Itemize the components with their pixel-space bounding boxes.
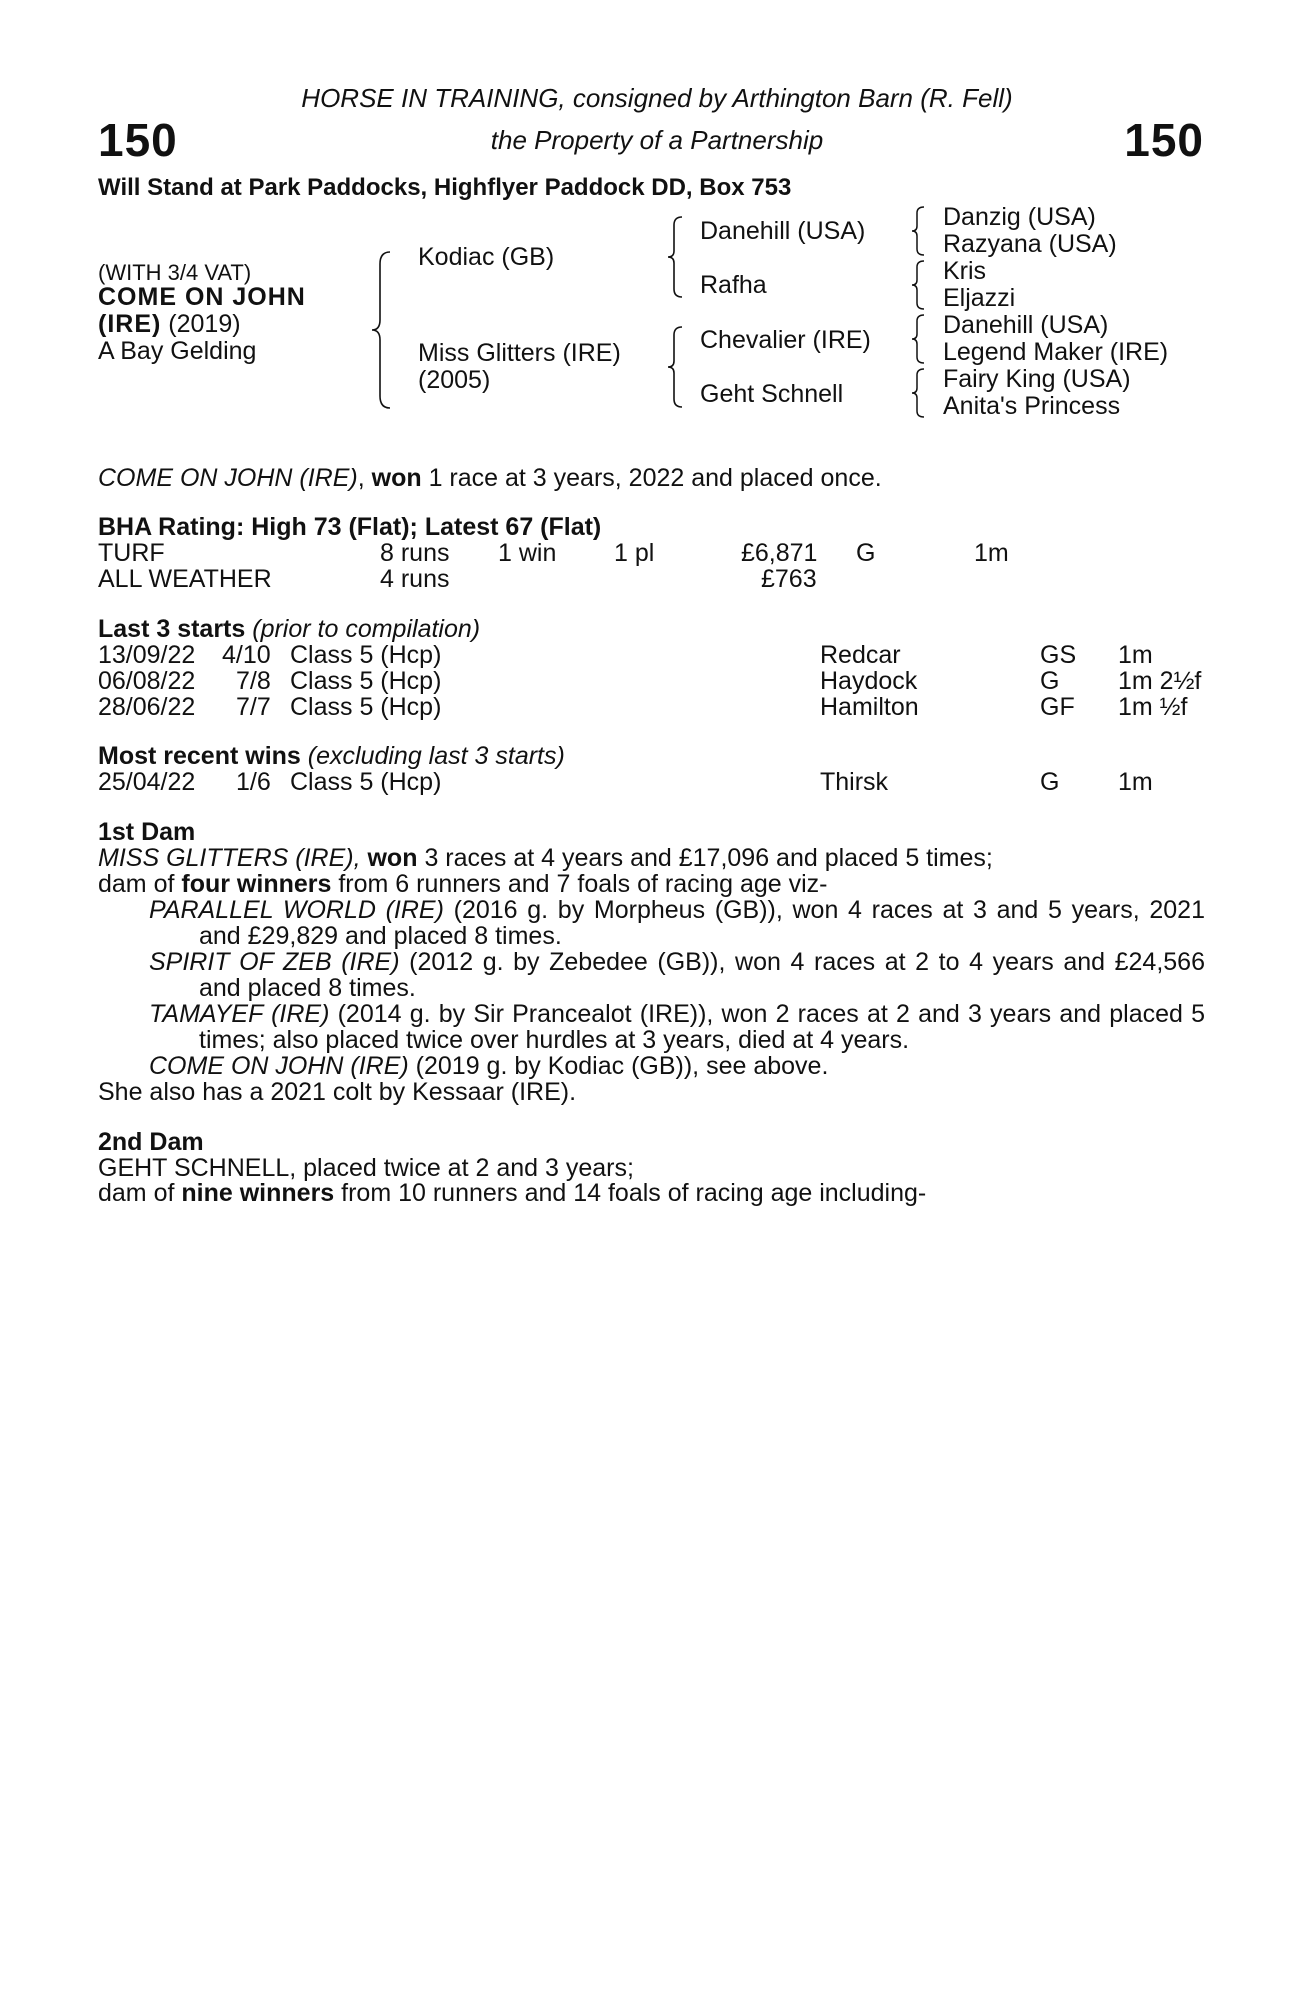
start-going: GS bbox=[1040, 641, 1077, 669]
start-distance: 1m bbox=[1118, 641, 1153, 669]
produce-name: SPIRIT OF ZEB (IRE) bbox=[149, 948, 400, 976]
last-3-starts-heading bbox=[98, 617, 480, 643]
recent-going: G bbox=[1040, 768, 1060, 796]
gen3-sdd: Eljazzi bbox=[943, 284, 1016, 312]
dam-parents-brace bbox=[666, 325, 686, 409]
produce-name: COME ON JOHN (IRE) bbox=[149, 1052, 409, 1080]
produce-name: PARALLEL WORLD (IRE) bbox=[149, 896, 444, 924]
second-dam-line: GEHT SCHNELL, placed twice at 2 and 3 years; bbox=[98, 1154, 634, 1182]
stand-location: Will Stand at Park Paddocks, Highflyer Paddock DD, Box 753 bbox=[98, 174, 792, 201]
property-line: the Property of a Partnership bbox=[490, 125, 824, 155]
rating-placed: 1 pl bbox=[614, 539, 655, 567]
gen3-brace-4 bbox=[910, 367, 928, 419]
gen3-brace-2 bbox=[910, 259, 928, 311]
start-course: Redcar bbox=[820, 641, 901, 669]
produce-detail: (2016 g. by Morpheus (GB)), won 4 races at 3 and 5 years, 2021 and £29,829 and placed 8 times. bbox=[199, 896, 1205, 950]
gen3-sss: Danzig (USA) bbox=[943, 203, 1096, 231]
race-summary: COME ON JOHN (IRE), won 1 race at 3 years, 2022 and placed once. bbox=[98, 464, 882, 492]
consignor-line: HORSE IN TRAINING, consigned by Arthington Barn (R. Fell) bbox=[301, 83, 1013, 113]
start-distance: 1m ½f bbox=[1118, 693, 1188, 721]
rating-surface: TURF bbox=[98, 539, 165, 567]
runners-text: from 6 runners and 7 foals of racing age viz- bbox=[338, 870, 828, 898]
gen3-dss: Danehill (USA) bbox=[943, 311, 1109, 339]
horse-description: A Bay Gelding bbox=[98, 337, 257, 365]
first-dam-line bbox=[98, 846, 993, 872]
first-dam-name: MISS GLITTERS (IRE), bbox=[98, 844, 361, 872]
produce-entry bbox=[149, 1002, 1205, 1053]
horse-name-year bbox=[98, 312, 241, 338]
recent-title: Most recent wins bbox=[98, 742, 301, 770]
winners-count: nine winners bbox=[181, 1179, 335, 1207]
start-distance: 1m 2½f bbox=[1118, 667, 1202, 695]
produce-entry bbox=[149, 898, 1205, 949]
gen3-sds: Kris bbox=[943, 257, 987, 285]
produce-detail: (2014 g. by Sir Prancealot (IRE)), won 2 races at 2 and 3 years and placed 5 times; also placed twice over hurdles at 3 years, died at 4 years. bbox=[199, 1000, 1205, 1054]
sire-parents-brace bbox=[666, 215, 686, 299]
rating-runs: 8 runs bbox=[380, 539, 450, 567]
first-dam-produce-line bbox=[98, 872, 828, 898]
bha-rating: BHA Rating: High 73 (Flat); Latest 67 (Flat) bbox=[98, 513, 602, 541]
dam-of-label: dam of bbox=[98, 870, 175, 898]
start-going: GF bbox=[1040, 693, 1075, 721]
rating-prize: £6,871 bbox=[741, 539, 818, 567]
sire-dam-brace bbox=[370, 250, 394, 410]
lot-number-right: 150 bbox=[1124, 114, 1204, 166]
recent-class: Class 5 (Hcp) bbox=[290, 768, 442, 796]
dam-of-label: dam of bbox=[98, 1179, 175, 1207]
gen3-ddd: Anita's Princess bbox=[943, 392, 1121, 420]
recent-note: (excluding last 3 starts) bbox=[307, 742, 565, 770]
start-position: 7/8 bbox=[236, 667, 271, 695]
dam-name: Miss Glitters (IRE) bbox=[418, 339, 621, 367]
rating-wins: 1 win bbox=[498, 539, 557, 567]
recent-date: 25/04/22 bbox=[98, 768, 196, 796]
gen3-dds: Fairy King (USA) bbox=[943, 365, 1131, 393]
gen3-ssd: Razyana (USA) bbox=[943, 230, 1117, 258]
horse-country: (IRE) bbox=[98, 310, 162, 338]
summary-text: 1 race at 3 years, 2022 and placed once. bbox=[428, 464, 882, 492]
produce-detail: (2012 g. by Zebedee (GB)), won 4 races at 2 to 4 years and £24,566 and placed 8 times. bbox=[199, 948, 1205, 1002]
start-date: 28/06/22 bbox=[98, 693, 196, 721]
start-course: Haydock bbox=[820, 667, 918, 695]
dam-sire: Chevalier (IRE) bbox=[700, 326, 871, 354]
sire-name: Kodiac (GB) bbox=[418, 243, 555, 271]
rating-runs: 4 runs bbox=[380, 565, 450, 593]
first-dam-record: 3 races at 4 years and £17,096 and placed 5 times; bbox=[424, 844, 993, 872]
recent-distance: 1m bbox=[1118, 768, 1153, 796]
sire-sire: Danehill (USA) bbox=[700, 217, 866, 245]
recent-course: Thirsk bbox=[820, 768, 889, 796]
vat-note: (WITH 3/4 VAT) bbox=[98, 260, 252, 285]
second-dam-heading: 2nd Dam bbox=[98, 1128, 204, 1156]
gen3-dsd: Legend Maker (IRE) bbox=[943, 338, 1169, 366]
start-position: 4/10 bbox=[222, 641, 271, 669]
rating-going: G bbox=[856, 539, 876, 567]
recent-position: 1/6 bbox=[236, 768, 271, 796]
gen3-brace-3 bbox=[910, 313, 928, 365]
dam-dam: Geht Schnell bbox=[700, 380, 844, 408]
second-dam-produce-line bbox=[98, 1181, 926, 1207]
summary-horse-name: COME ON JOHN (IRE) bbox=[98, 464, 358, 492]
foal-note: She also has a 2021 colt by Kessaar (IRE). bbox=[98, 1078, 577, 1106]
horse-name: COME ON JOHN bbox=[98, 283, 306, 311]
rating-surface: ALL WEATHER bbox=[98, 565, 272, 593]
winners-count: four winners bbox=[181, 870, 332, 898]
produce-entry bbox=[149, 950, 1205, 1001]
horse-year: (2019) bbox=[168, 310, 241, 338]
rating-prize: £763 bbox=[761, 565, 817, 593]
start-position: 7/7 bbox=[236, 693, 271, 721]
produce-name: TAMAYEF (IRE) bbox=[149, 1000, 330, 1028]
start-class: Class 5 (Hcp) bbox=[290, 641, 442, 669]
sire-dam: Rafha bbox=[700, 271, 767, 299]
start-going: G bbox=[1040, 667, 1060, 695]
rating-distance: 1m bbox=[974, 539, 1009, 567]
runners-text: from 10 runners and 14 foals of racing age including- bbox=[341, 1179, 927, 1207]
recent-wins-heading bbox=[98, 744, 565, 770]
start-class: Class 5 (Hcp) bbox=[290, 693, 442, 721]
first-dam-won: won bbox=[367, 844, 418, 872]
produce-detail: (2019 g. by Kodiac (GB)), see above. bbox=[415, 1052, 829, 1080]
last-3-note: (prior to compilation) bbox=[252, 615, 481, 643]
start-date: 06/08/22 bbox=[98, 667, 196, 695]
start-course: Hamilton bbox=[820, 693, 919, 721]
produce-entry bbox=[149, 1054, 828, 1080]
gen3-brace-1 bbox=[910, 205, 928, 257]
lot-number-left: 150 bbox=[98, 114, 178, 166]
start-date: 13/09/22 bbox=[98, 641, 196, 669]
summary-won: won bbox=[371, 464, 422, 492]
start-class: Class 5 (Hcp) bbox=[290, 667, 442, 695]
last-3-title: Last 3 starts bbox=[98, 615, 246, 643]
dam-year: (2005) bbox=[418, 366, 491, 394]
first-dam-heading: 1st Dam bbox=[98, 818, 196, 846]
